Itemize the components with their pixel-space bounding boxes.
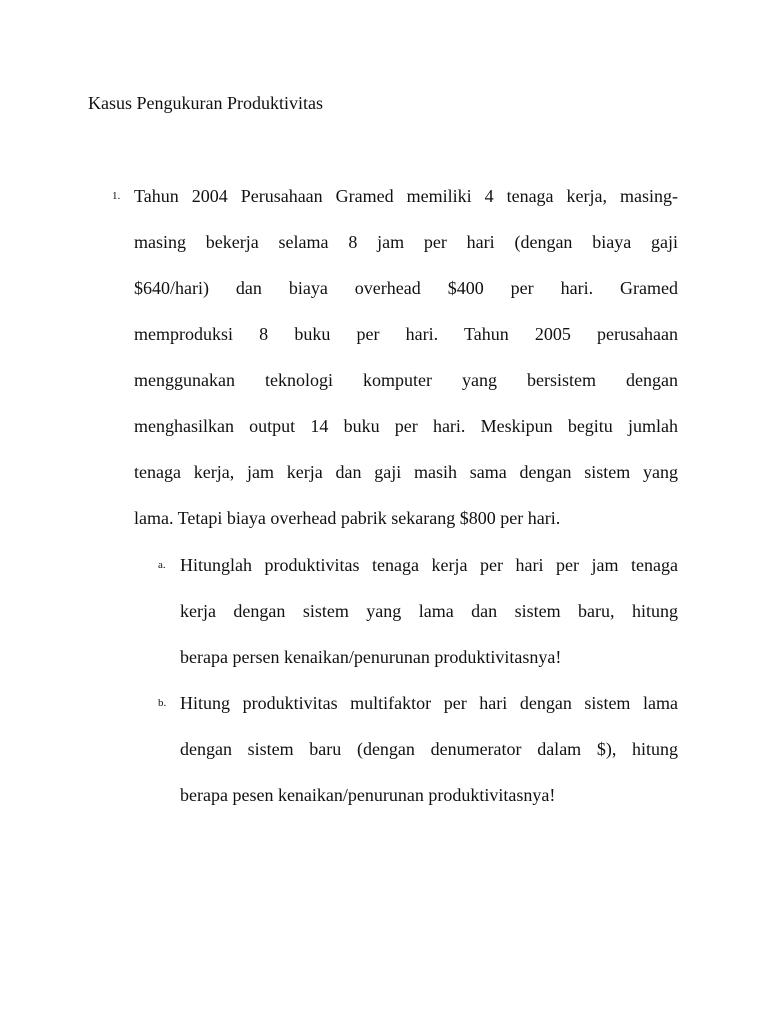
text-line: Hitung produktivitas multifaktor per hari dengan sistem lama: [180, 693, 678, 713]
list-marker-1: 1.: [112, 190, 121, 202]
question-1a-text: [180, 542, 678, 680]
text-line: Hitunglah produktivitas tenaga kerja per hari per jam tenaga: [180, 555, 678, 575]
text-line: menghasilkan output 14 buku per hari. Meskipun begitu jumlah: [134, 416, 678, 436]
text-line: memproduksi 8 buku per hari. Tahun 2005 perusahaan: [134, 324, 678, 344]
text-line: menggunakan teknologi komputer yang bersistem dengan: [134, 370, 678, 390]
question-1-text: [134, 173, 678, 541]
text-line: berapa persen kenaikan/penurunan produktivitasnya!: [180, 647, 562, 667]
question-1b-text: [180, 680, 678, 818]
list-marker-b: b.: [158, 697, 167, 709]
text-line: masing bekerja selama 8 jam per hari (dengan biaya gaji: [134, 232, 678, 252]
text-line: Tahun 2004 Perusahaan Gramed memiliki 4 tenaga kerja, masing-: [134, 186, 678, 206]
text-line: dengan sistem baru (dengan denumerator dalam $), hitung: [180, 739, 678, 759]
text-line: kerja dengan sistem yang lama dan sistem baru, hitung: [180, 601, 678, 621]
document-title: Kasus Pengukuran Produktivitas: [88, 93, 323, 113]
text-line: tenaga kerja, jam kerja dan gaji masih sama dengan sistem yang: [134, 462, 678, 482]
text-line: $640/hari) dan biaya overhead $400 per hari. Gramed: [134, 278, 678, 298]
list-marker-a: a.: [158, 559, 166, 571]
text-line: berapa pesen kenaikan/penurunan produktivitasnya!: [180, 785, 556, 805]
text-line: lama. Tetapi biaya overhead pabrik sekarang $800 per hari.: [134, 508, 561, 528]
